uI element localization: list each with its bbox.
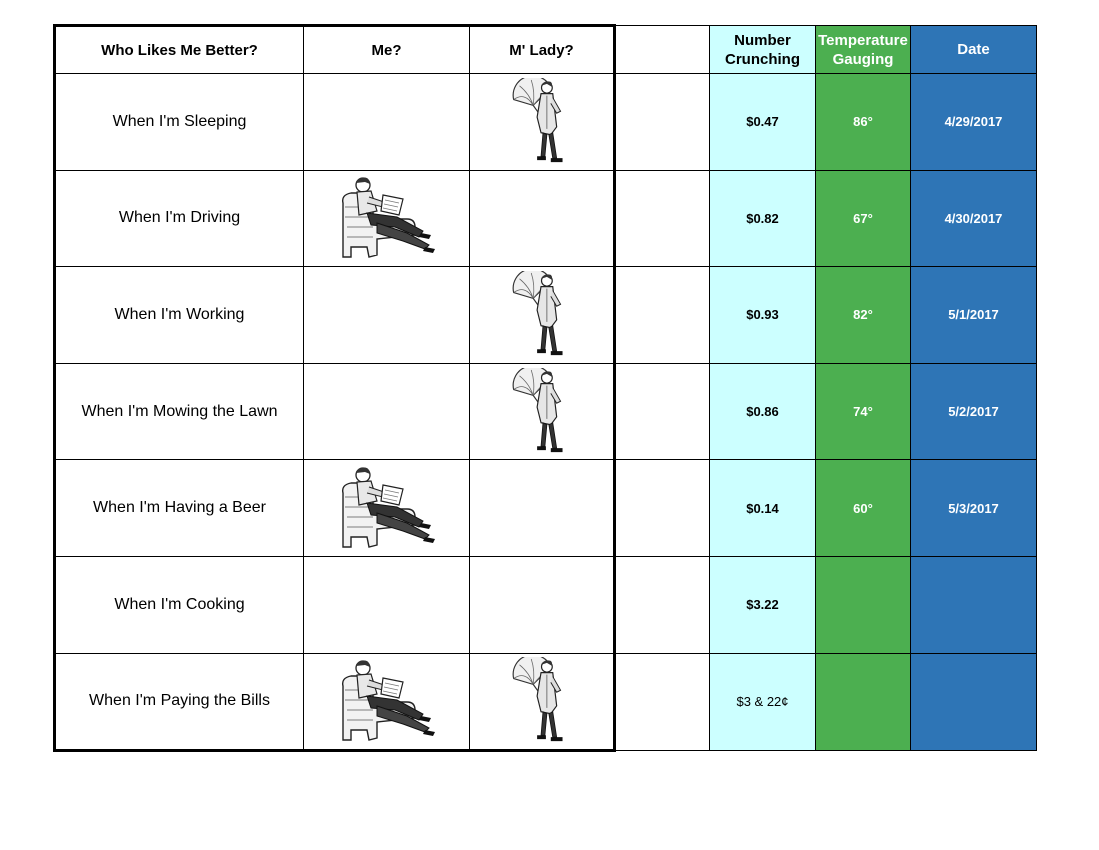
temperature-cell[interactable] [816,556,911,653]
table-row [55,267,1037,364]
temp-value: 74° [853,404,873,420]
row-label-cell[interactable] [55,74,304,171]
temp-value: 86° [853,114,873,130]
table-row [55,653,1037,751]
row-label: When I'm Having a Beer [93,499,266,517]
number-crunching-cell[interactable] [710,363,816,460]
blank-cell[interactable] [615,556,710,653]
lady-umbrella-icon [507,78,577,166]
header-temp-line2: Gauging [832,50,894,68]
lady-cell[interactable] [470,267,615,364]
me-cell[interactable] [304,653,470,751]
date-value: 5/2/2017 [948,404,999,420]
temperature-cell[interactable] [816,74,911,171]
me-cell[interactable] [304,363,470,460]
lady-cell[interactable] [470,74,615,171]
lady-umbrella-icon [507,368,577,456]
date-value: 5/1/2017 [948,307,999,323]
row-label: When I'm Mowing the Lawn [81,402,278,420]
lady-cell[interactable] [470,460,615,557]
number-crunching-cell[interactable] [710,170,816,267]
blank-cell[interactable] [615,267,710,364]
row-label-cell[interactable] [55,363,304,460]
table-row [55,363,1037,460]
row-label: When I'm Cooking [114,595,245,613]
temp-value: 60° [853,500,873,516]
amount-value: $0.86 [746,404,779,420]
me-cell[interactable] [304,556,470,653]
me-cell[interactable] [304,267,470,364]
number-crunching-cell[interactable] [710,556,816,653]
date-cell[interactable] [911,74,1037,171]
header-temp-line1: Temperature [818,31,908,49]
amount-value: $3 & 22¢ [736,694,789,710]
date-cell[interactable] [911,363,1037,460]
blank-cell[interactable] [615,74,710,171]
number-crunching-cell[interactable] [710,460,816,557]
row-label: When I'm Paying the Bills [89,692,270,710]
lady-cell[interactable] [470,170,615,267]
date-value: 4/30/2017 [944,210,1003,226]
row-label: When I'm Driving [118,209,241,227]
table-row [55,170,1037,267]
header-me[interactable]: Me? [304,26,470,74]
date-cell[interactable] [911,653,1037,751]
number-crunching-cell[interactable] [710,267,816,364]
row-label: When I'm Sleeping [112,112,247,130]
man-reading-icon [337,463,437,553]
header-number-line2: Crunching [725,50,800,68]
blank-cell[interactable] [615,170,710,267]
header-lady[interactable]: M' Lady? [470,26,615,74]
header-date[interactable]: Date [911,26,1037,74]
temperature-cell[interactable] [816,363,911,460]
header-who[interactable]: Who Likes Me Better? [55,26,304,74]
date-cell[interactable] [911,170,1037,267]
amount-value: $0.93 [746,307,779,323]
lady-cell[interactable] [470,363,615,460]
spreadsheet-table [53,24,1037,752]
amount-value: $0.14 [746,500,779,516]
temperature-cell[interactable] [816,267,911,364]
me-cell[interactable] [304,74,470,171]
lady-umbrella-icon [507,657,577,745]
row-label-cell[interactable] [55,556,304,653]
number-crunching-cell[interactable] [710,653,816,751]
temp-value: 82° [853,307,873,323]
row-label-cell[interactable] [55,267,304,364]
blank-cell[interactable] [615,363,710,460]
row-label-cell[interactable] [55,653,304,751]
table-row [55,460,1037,557]
blank-cell[interactable] [615,653,710,751]
temperature-cell[interactable] [816,460,911,557]
me-cell[interactable] [304,460,470,557]
man-reading-icon [337,173,437,263]
header-blank[interactable] [615,26,710,74]
table-row [55,74,1037,171]
header-number-crunching[interactable] [710,26,816,74]
header-temperature-gauging[interactable] [816,26,911,74]
table-row [55,556,1037,653]
date-value: 5/3/2017 [948,500,999,516]
amount-value: $3.22 [746,597,779,613]
temp-value: 67° [853,210,873,226]
temperature-cell[interactable] [816,170,911,267]
row-label-cell[interactable] [55,170,304,267]
amount-value: $0.82 [746,210,779,226]
number-crunching-cell[interactable] [710,74,816,171]
date-cell[interactable] [911,460,1037,557]
date-cell[interactable] [911,556,1037,653]
lady-cell[interactable] [470,556,615,653]
lady-umbrella-icon [507,271,577,359]
amount-value: $0.47 [746,114,779,130]
header-number-line1: Number [734,31,791,49]
temperature-cell[interactable] [816,653,911,751]
man-reading-icon [337,656,437,746]
date-cell[interactable] [911,267,1037,364]
row-label: When I'm Working [114,305,245,323]
date-value: 4/29/2017 [944,114,1003,130]
blank-cell[interactable] [615,460,710,557]
me-cell[interactable] [304,170,470,267]
lady-cell[interactable] [470,653,615,751]
row-label-cell[interactable] [55,460,304,557]
